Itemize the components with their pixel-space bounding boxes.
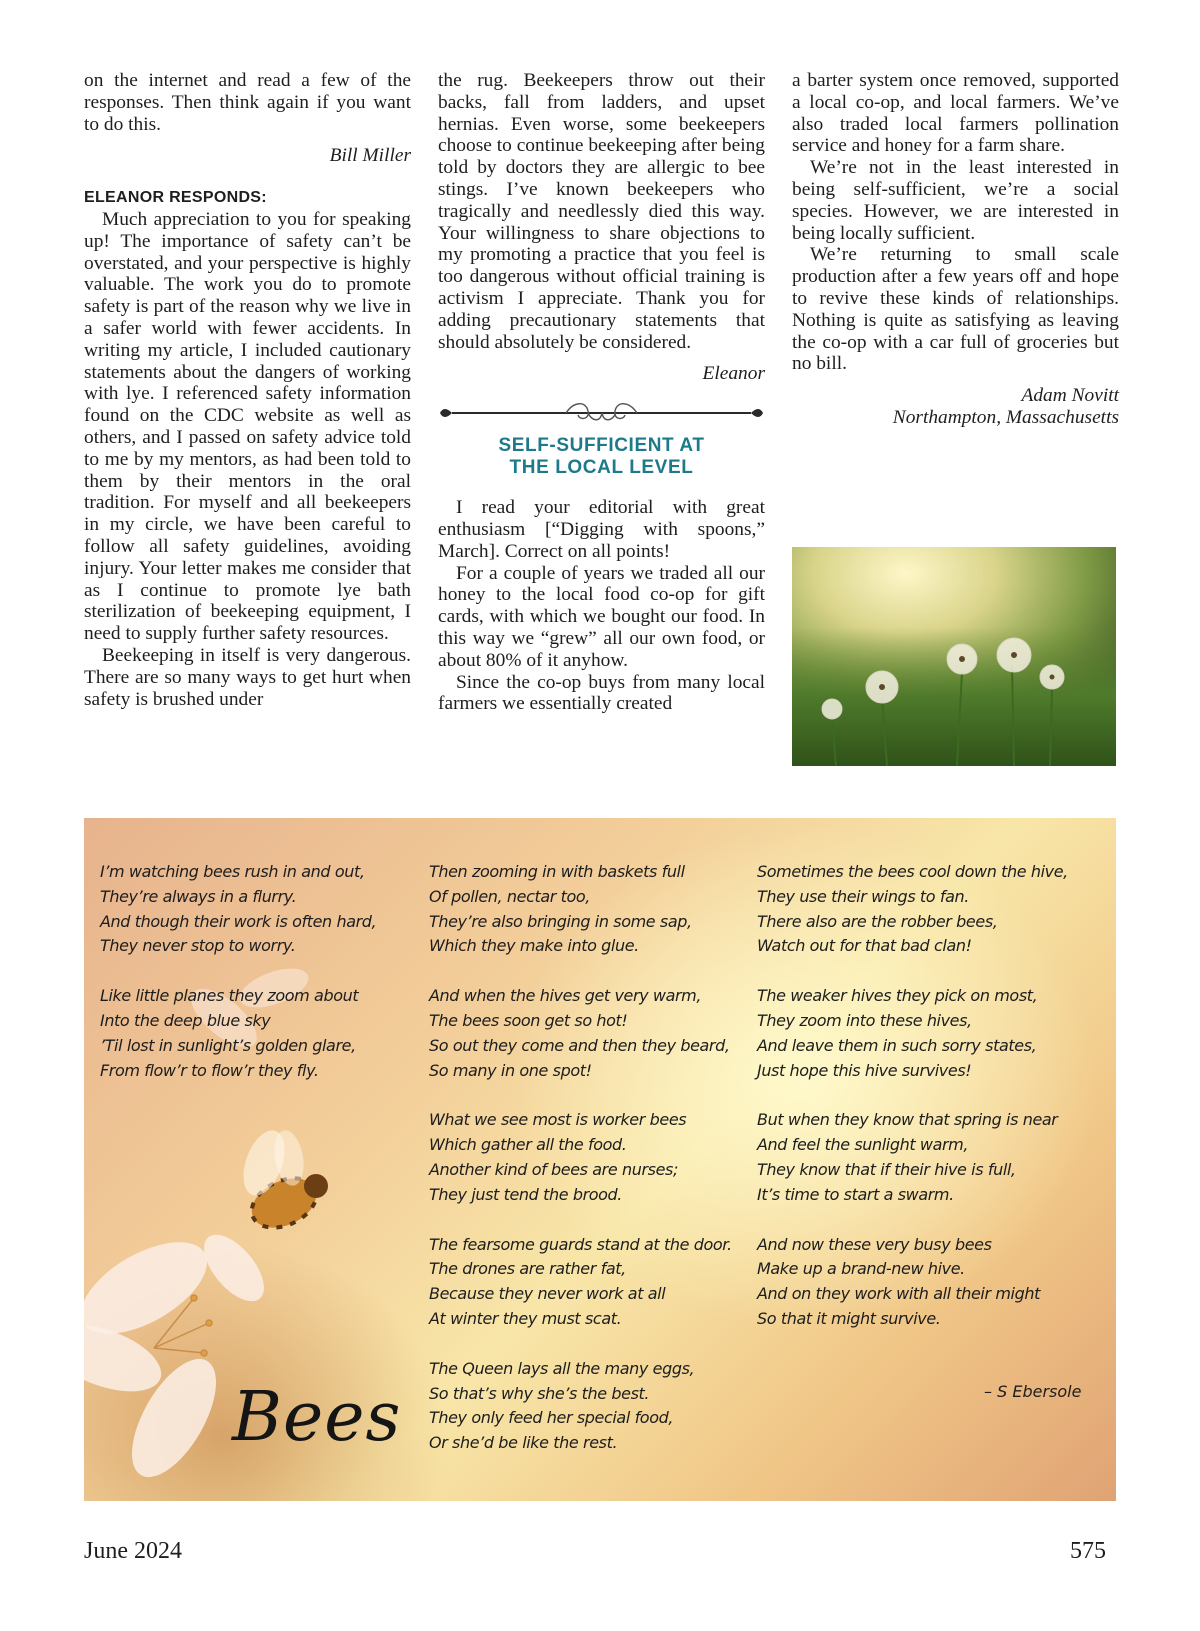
poem-line: They’re always in a flurry. <box>100 886 297 906</box>
poem-stanza <box>429 1357 759 1456</box>
poem-column-3 <box>757 860 1087 1357</box>
poem-line: Which gather all the food. <box>429 1135 627 1155</box>
poem-line: And when the hives get very warm, <box>429 986 702 1006</box>
letter-paragraph: For a couple of years we traded all our honey to the local food co-op for gift cards, with which we bought our food. In this way we “grew” all our own food, or about 80% of it anyhow. <box>438 562 765 671</box>
poem-line: Like little planes they zoom about <box>100 986 359 1006</box>
poem-stanza <box>757 860 1087 959</box>
poem-line: They use their wings to fan. <box>757 886 969 906</box>
poem-line: The Queen lays all the many eggs, <box>429 1358 695 1378</box>
poem-line: What we see most is worker bees <box>429 1110 687 1130</box>
letter-signature-place: Northampton, Massachusetts <box>892 406 1119 428</box>
poem-line: So out they come and then they beard, <box>429 1035 730 1055</box>
response-continuation: the rug. Beekeepers throw out their backs, fall from ladders, and upset hernias. Even worse, some beekeepers choose to continue beekeeping after being told by doctors they are allergic to bee stings. I’ve known beekeepers who tragically and needlessly died this way. Your willingness to share objections to my promoting a practice that you feel is too dangerous without official training is activism I appreciate. Thank you for adding precautionary statements that should absolutely be considered. <box>438 70 765 353</box>
poem-line: But when they know that spring is near <box>757 1110 1058 1130</box>
poem-line: Of pollen, nectar too, <box>429 886 590 906</box>
section-title <box>438 435 765 479</box>
poem-line: Then zooming in with baskets full <box>429 862 685 881</box>
poem-line: Or she’d be like the rest. <box>429 1433 618 1453</box>
letter-paragraph: Since the co-op buys from many local farmers we essentially created <box>438 671 765 715</box>
letter-continuation: a barter system once removed, supported a local co-op, and local farmers. We’ve also traded local farmers pollination service and honey for a farm share. <box>792 70 1119 157</box>
poem-line: Make up a brand-new hive. <box>757 1259 965 1279</box>
poem-line: The bees soon get so hot! <box>429 1010 628 1030</box>
poem-line: From flow’r to flow’r they fly. <box>100 1060 319 1080</box>
poem-line: And now these very busy bees <box>757 1234 992 1254</box>
footer-page-number: 575 <box>1070 1538 1106 1564</box>
response-heading: ELEANOR RESPONDS: <box>84 189 267 207</box>
letters-column-1 <box>84 70 411 710</box>
response-paragraph: Much appreciation to you for speaking up! The importance of safety can’t be overstated, and your perspective is highly valuable. The work you do to promote safety is part of the reason why we live in a safer world with fewer accidents. In writing my article, I included cautionary statements about the dangers of working with lye. I referenced safety information found on the CDC website as well as others, and I passed on safety advice told to me by my mentors, as had been told to them by their mentors in the oral tradition. For myself and all beekeepers in my circle, we have been careful to follow all safety guidelines, avoiding injury. Your letter makes me consider that as I continue to promote lye bath sterilization of beekeeping equipment, I need to supply further safety resources. <box>84 208 411 645</box>
poem-author: – S Ebersole <box>984 1382 1082 1401</box>
poem-stanza <box>429 860 759 959</box>
letters-column-3 <box>792 70 1119 429</box>
poem-line: So that’s why she’s the best. <box>429 1383 650 1403</box>
poem-column-1 <box>100 860 430 1108</box>
letter-paragraph: We’re returning to small scale production after a few years off and hope to revive these kinds of relationships. Nothing is quite as satisfying as leaving the co-op with a car full of groceries but no bill. <box>792 244 1119 375</box>
poem-title: Bees <box>232 1378 402 1457</box>
poem-line: Watch out for that bad clan! <box>757 936 972 956</box>
bee-icon <box>235 1125 328 1237</box>
poem-stanza <box>757 1233 1087 1332</box>
poem-stanza <box>429 1108 759 1207</box>
poem-column-2 <box>429 860 759 1481</box>
poem-panel <box>84 818 1116 1501</box>
poem-line: So many in one spot! <box>429 1060 592 1080</box>
poem-line: So that it might survive. <box>757 1308 941 1328</box>
response-signature: Eleanor <box>702 363 765 385</box>
poem-line: Because they never work at all <box>429 1284 666 1304</box>
letter-paragraph: We’re not in the least interested in being self-sufficient, we’re a social species. However, we are interested in being locally sufficient. <box>792 157 1119 244</box>
poem-stanza <box>429 984 759 1083</box>
poem-line: There also are the robber bees, <box>757 911 998 931</box>
letter-signature: Bill Miller <box>329 145 411 167</box>
poem-line: I’m watching bees rush in and out, <box>100 862 365 881</box>
poem-line: The weaker hives they pick on most, <box>757 986 1038 1006</box>
poem-line: They never stop to worry. <box>100 936 296 956</box>
poem-line: Just hope this hive survives! <box>757 1060 972 1080</box>
letter-signature-name: Adam Novitt <box>1021 385 1119 407</box>
poem-line: Into the deep blue sky <box>100 1010 271 1030</box>
poem-line: The fearsome guards stand at the door. <box>429 1234 732 1254</box>
poem-line: They just tend the brood. <box>429 1184 622 1204</box>
poem-line: They know that if their hive is full, <box>757 1159 1016 1179</box>
poem-line: Another kind of bees are nurses; <box>429 1159 678 1179</box>
letter-paragraph: I read your editorial with great enthusiasm [“Digging with spoons,” March]. Correct on all points! <box>438 497 765 562</box>
poem-line: They zoom into these hives, <box>757 1010 972 1030</box>
poem-line: ’Til lost in sunlight’s golden glare, <box>100 1035 356 1055</box>
poem-line: It’s time to start a swarm. <box>757 1184 954 1204</box>
poem-line: Sometimes the bees cool down the hive, <box>757 862 1068 881</box>
ornamental-divider <box>438 399 765 427</box>
section-title-line-2: THE LOCAL LEVEL <box>509 457 694 479</box>
poem-line: And though their work is often hard, <box>100 911 377 931</box>
dandelion-photo <box>792 547 1116 766</box>
poem-line: And leave them in such sorry states, <box>757 1035 1037 1055</box>
letters-column-2 <box>438 70 765 715</box>
section-title-line-1: SELF-SUFFICIENT AT <box>498 435 705 457</box>
poem-line: And on they work with all their might <box>757 1284 1040 1304</box>
poem-line: Which they make into glue. <box>429 936 639 956</box>
poem-line: The drones are rather fat, <box>429 1259 626 1279</box>
letter-continuation: on the internet and read a few of the responses. Then think again if you want to do this. <box>84 70 411 135</box>
poem-line: At winter they must scat. <box>429 1308 622 1328</box>
poem-line: They only feed her special food, <box>429 1408 674 1428</box>
poem-stanza <box>100 984 430 1083</box>
footer-date: June 2024 <box>84 1538 182 1564</box>
poem-line: And feel the sunlight warm, <box>757 1135 969 1155</box>
poem-stanza <box>429 1233 759 1332</box>
poem-stanza <box>757 984 1087 1083</box>
poem-line: They’re also bringing in some sap, <box>429 911 692 931</box>
response-paragraph: Beekeeping in itself is very dangerous. There are so many ways to get hurt when safety is brushed under <box>84 644 411 710</box>
poem-stanza <box>100 860 430 959</box>
poem-stanza <box>757 1108 1087 1207</box>
